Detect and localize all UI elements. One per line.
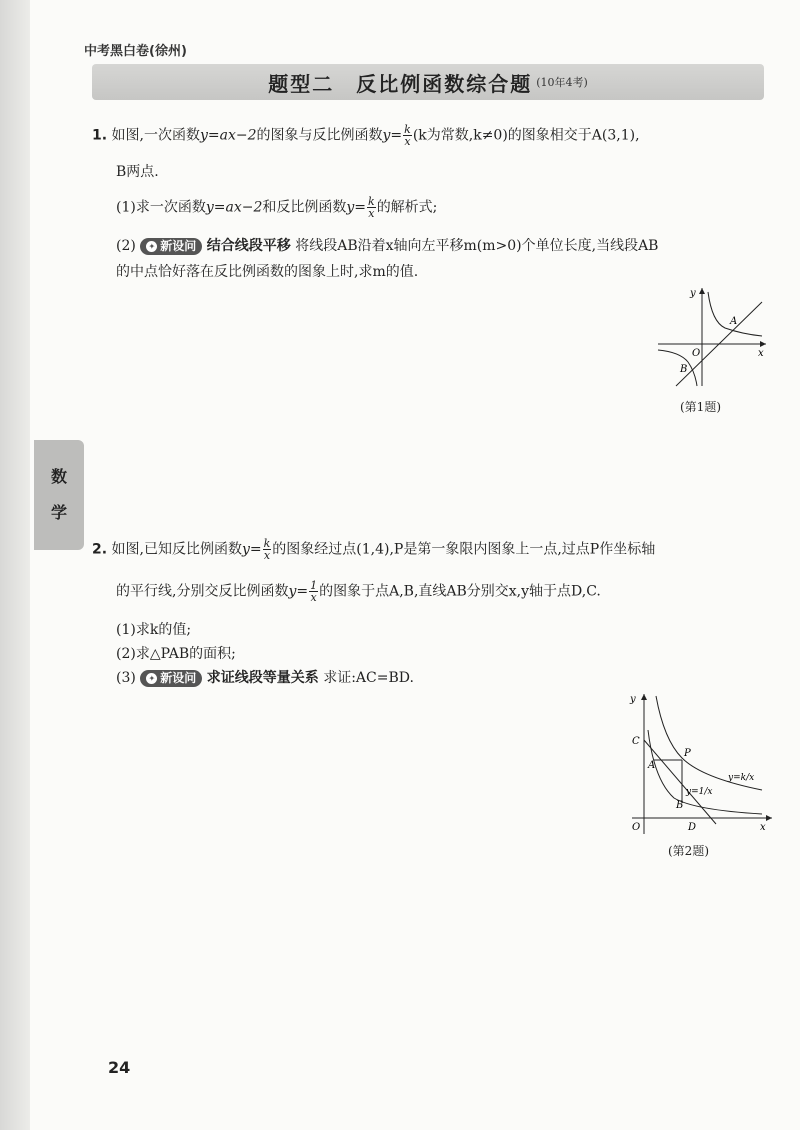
badge-label: 新设问 [160, 238, 197, 253]
q1-label-b: B [680, 364, 688, 375]
q1-part-1-frac-den: x [368, 207, 375, 220]
new-question-badge [140, 238, 202, 255]
q2-label-x: x [760, 822, 766, 833]
q2-frac-den: x [263, 549, 271, 562]
q1-text-b: 的图象与反比例函数 [256, 127, 383, 144]
q1-text-c: (k为常数,k≠0)的图象相交于A(3,1), [412, 127, 640, 144]
q2-label-d: D [688, 822, 697, 833]
q2-fraction [263, 538, 272, 561]
lightbulb-icon: ✦ [146, 241, 157, 252]
q2-label-c: C [632, 736, 640, 747]
q1-eq-y: y= [382, 127, 403, 144]
q1-part-2-line-2: 的中点恰好落在反比例函数的图象上时,求m的值. [116, 264, 419, 280]
line-ab [644, 740, 716, 824]
q1-part-1-frac-num: k [368, 195, 375, 208]
q2-line-2 [116, 580, 601, 603]
q1-label-o: O [692, 348, 701, 359]
q2-label-curve-k: y=k/x [728, 773, 755, 783]
q1-part-2 [116, 236, 658, 256]
page-number: 24 [108, 1058, 131, 1077]
q2-label-b: B [676, 800, 684, 811]
q2-figure [622, 690, 778, 838]
curve-1 [648, 730, 762, 814]
q2-part-3-topic: 求证线段等量关系 [206, 670, 319, 686]
q2-label-a: A [648, 760, 656, 771]
q2-frac-num: k [263, 537, 271, 550]
section-title-note: (10年4考) [536, 76, 588, 89]
q2-y-arrow [641, 694, 647, 700]
q2-text-c: 的平行线,分别交反比例函数 [116, 583, 289, 600]
q1-part-1 [116, 196, 437, 219]
q1-number: 1. [92, 127, 108, 144]
q1-figure-caption: (第1题) [680, 400, 721, 414]
q1-part-2-text: 将线段AB沿着x轴向左平移m(m>0)个单位长度,当线段AB [295, 238, 659, 254]
q2-eq-y: y= [241, 541, 262, 558]
q1-text-a: 如图,一次函数 [111, 127, 200, 144]
q2-frac2-num: 1 [310, 579, 318, 592]
q2-part-1: (1)求k的值; [116, 622, 192, 638]
q1-figure [650, 282, 770, 392]
q2-label-o: O [632, 822, 641, 833]
q1-part-2-prefix: (2) [116, 238, 136, 254]
q2-frac2-den: x [310, 591, 317, 604]
q2-x-arrow [766, 815, 772, 821]
new-question-badge-2 [140, 670, 202, 687]
q1-eq-linear: y=ax−2 [199, 127, 257, 144]
q2-text-b: 的图象经过点(1,4),P是第一象限内图象上一点,过点P作坐标轴 [272, 541, 656, 558]
q2-number: 2. [92, 541, 108, 558]
q2-figure-caption: (第2题) [668, 844, 709, 858]
q1-label-a: A [730, 316, 738, 327]
q2-fraction-2 [309, 580, 318, 603]
subject-tab-char-2: 学 [50, 503, 67, 522]
q2-line-1 [92, 538, 655, 561]
q1-frac-den: x [404, 135, 411, 148]
series-header: 中考黑白卷(徐州) [84, 44, 187, 59]
q1-line-1 [92, 124, 640, 147]
q1-part-1-a: (1)求一次函数 [116, 199, 206, 216]
q1-line-2: B两点. [116, 164, 159, 180]
q2-eq-y-2: y= [288, 583, 309, 600]
q1-part-2-topic: 结合线段平移 [206, 238, 291, 254]
q1-fraction [403, 124, 412, 147]
q1-part-1-fraction [367, 196, 376, 219]
q2-part-3-prefix: (3) [116, 670, 136, 686]
q1-part-1-b: 和反比例函数 [262, 199, 347, 216]
q2-part-3-text: 求证:AC=BD. [323, 670, 414, 686]
q1-label-x: x [758, 348, 764, 359]
q2-label-p: P [684, 748, 691, 759]
q2-label-y: y [630, 694, 636, 705]
binding-strip [0, 0, 30, 1130]
q1-y-arrow [699, 288, 705, 294]
section-title: 题型二 反比例函数综合题 [268, 71, 533, 96]
q2-part-3 [116, 668, 414, 688]
q1-part-1-c: 的解析式; [376, 199, 438, 216]
q2-label-curve-1: y=1/x [686, 787, 713, 797]
q2-text-a: 如图,已知反比例函数 [111, 541, 242, 558]
badge-label-2: 新设问 [160, 670, 197, 685]
subject-tab [34, 440, 84, 550]
q1-part-1-eq: y=ax−2 [205, 199, 263, 216]
section-title-bar [92, 64, 764, 100]
q1-frac-num: k [404, 123, 411, 136]
subject-tab-char-1: 数 [50, 467, 67, 486]
q1-label-y: y [690, 288, 696, 299]
q1-curve-branch-1 [708, 292, 762, 336]
q2-text-d: 的图象于点A,B,直线AB分别交x,y轴于点D,C. [319, 583, 601, 600]
lightbulb-icon-2: ✦ [146, 673, 157, 684]
q1-x-arrow [760, 341, 766, 347]
q1-part-1-y: y= [346, 199, 367, 216]
q2-part-2: (2)求△PAB的面积; [116, 646, 236, 662]
